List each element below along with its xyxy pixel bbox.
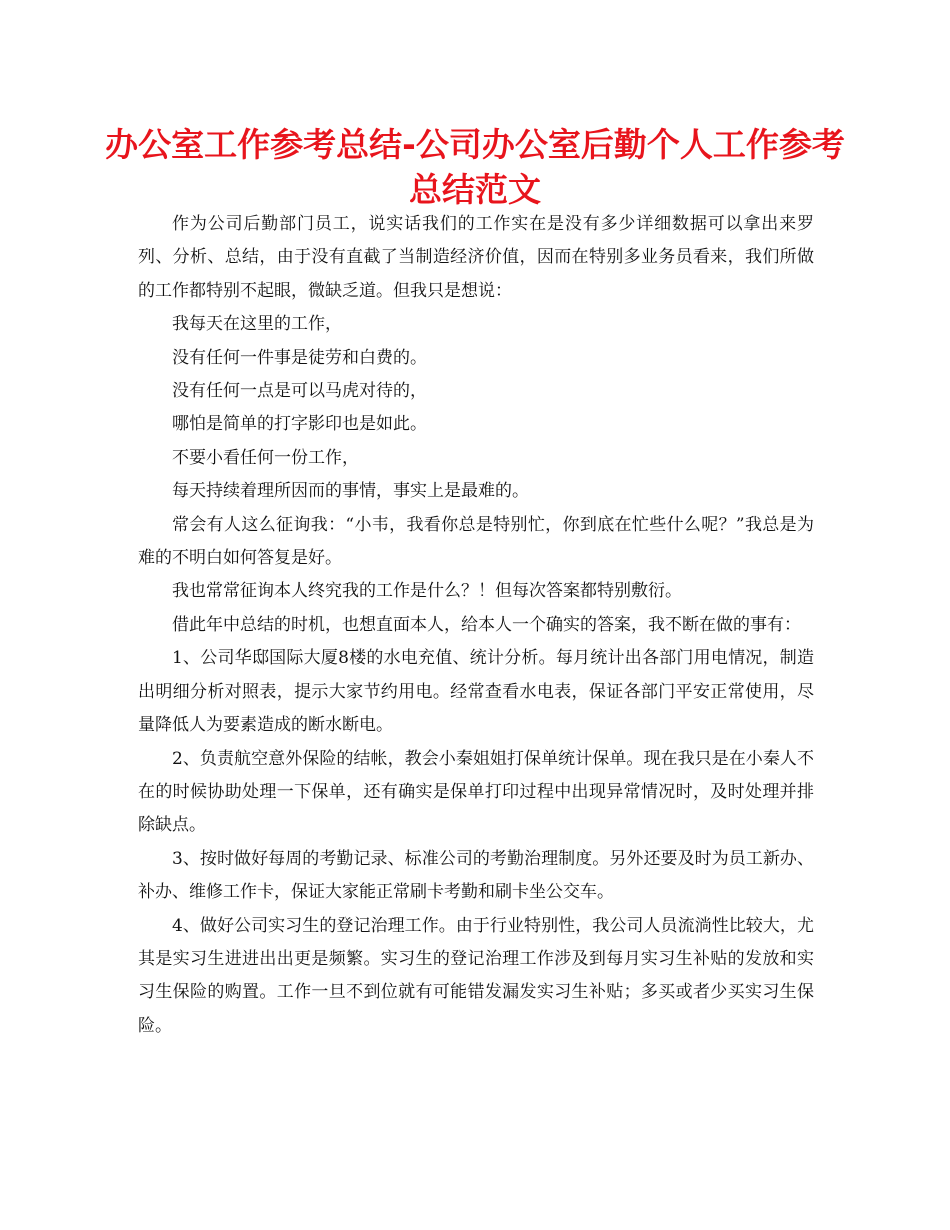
paragraph: 1、公司华邸国际大厦8楼的水电充值、统计分析。每月统计出各部门用电情况，制造出明细分析对照表，提示大家节约用电。经常查看水电表，保证各部门平安正常使用，尽量降低人为要素造成的断水断电。 [138, 648, 814, 736]
document-title: 办公室工作参考总结-公司办公室后勤个人工作参考总结范文 [105, 125, 845, 209]
paragraph: 4、做好公司实习生的登记治理工作。由于行业特别性，我公司人员流淌性比较大，尤其是实习生进进出出更是频繁。实习生的登记治理工作涉及到每月实习生补贴的发放和实习生保险的购置。工作一旦不到位就有可能错发漏发实习生补贴；多买或者少买实习生保险。 [138, 915, 814, 1036]
paragraph: 没有任何一点是可以马虎对待的， [172, 381, 427, 402]
paragraph: 作为公司后勤部门员工，说实话我们的工作实在是没有多少详细数据可以拿出来罗列、分析、总结，由于没有直截了当制造经济价值，因而在特别多业务员看来，我们所做的工作都特别不起眼，微缺乏道。但我只是想说： [138, 214, 814, 301]
paragraph: 哪怕是简单的打字影印也是如此。 [172, 414, 427, 435]
paragraph: 我每天在这里的工作， [172, 314, 342, 335]
paragraph: 我也常常征询本人终究我的工作是什么？！但每次答案都特别敷衍。 [172, 581, 682, 602]
paragraph: 3、按时做好每周的考勤记录、标准公司的考勤治理制度。另外还要及时为员工新办、补办、维修工作卡，保证大家能正常刷卡考勤和刷卡坐公交车。 [138, 848, 814, 903]
paragraph: 借此年中总结的时机，也想直面本人，给本人一个确实的答案，我不断在做的事有： [172, 614, 801, 635]
paragraph: 2、负责航空意外保险的结帐，教会小秦姐姐打保单统计保单。现在我只是在小秦人不在的时候协助处理一下保单，还有确实是保单打印过程中出现异常情况时，及时处理并排除缺点。 [138, 748, 814, 836]
paragraph: 不要小看任何一份工作， [172, 447, 359, 468]
document-body [138, 208, 814, 1043]
paragraph: 常会有人这么征询我：“小韦，我看你总是特别忙，你到底在忙些什么呢？”我总是为难的不明白如何答复是好。 [138, 514, 814, 569]
paragraph: 没有任何一件事是徒劳和白费的。 [172, 347, 427, 368]
paragraph: 每天持续着理所因而的事情，事实上是最难的。 [172, 481, 529, 502]
